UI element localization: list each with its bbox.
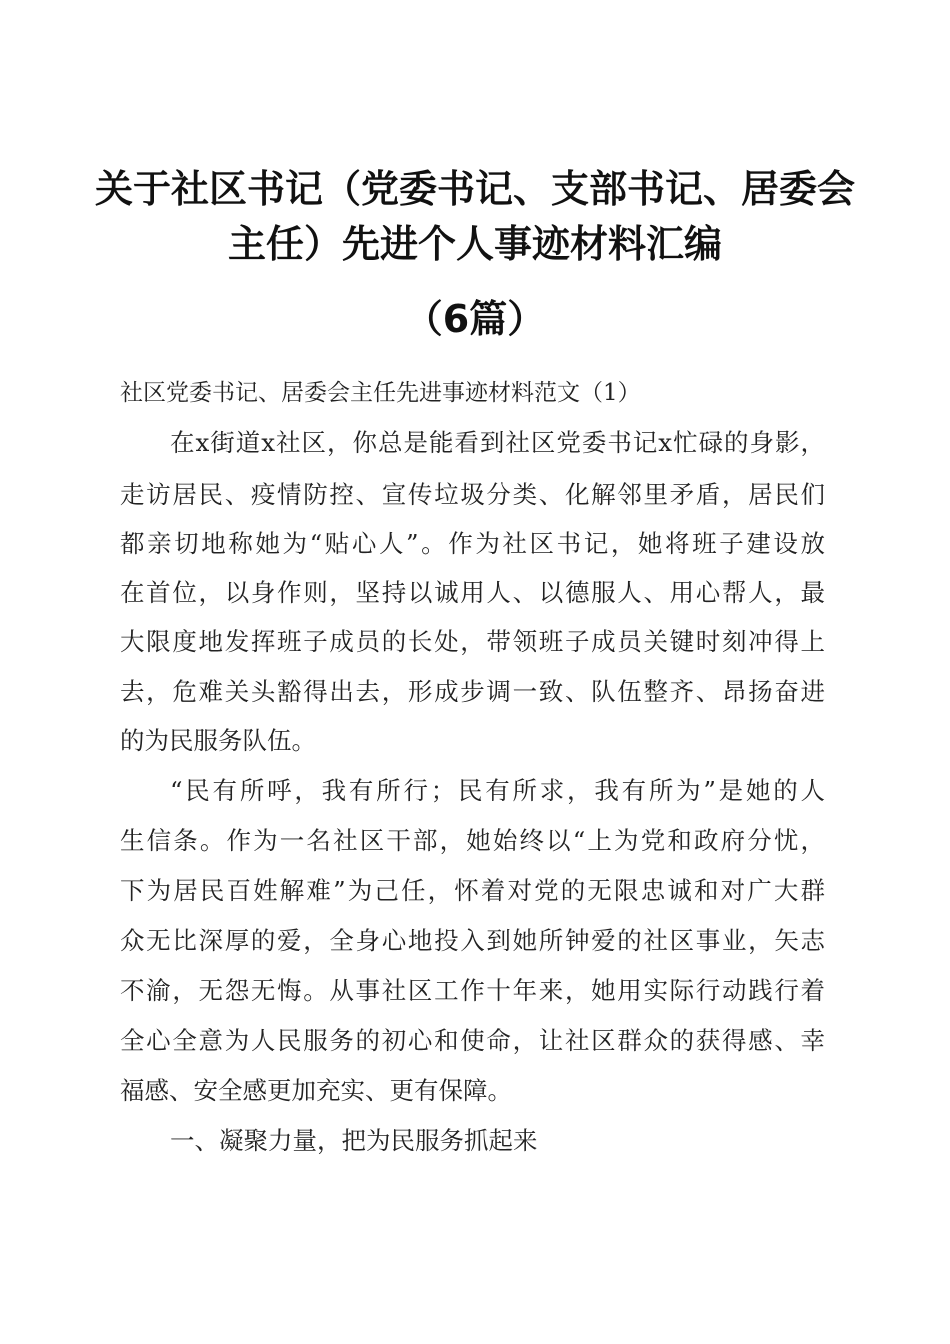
document-title-line-2: 主任）先进个人事迹材料汇编 <box>227 222 722 266</box>
paragraph-1-line: 在首位，以身作则，坚持以诚用人、以德服人、用心帮人，最 <box>120 578 825 607</box>
paragraph-1-line: 去，危难关头豁得出去，形成步调一致、队伍整齐、昂扬奋进 <box>120 677 825 706</box>
paragraph-1-line: 都亲切地称她为“贴心人”。作为社区书记，她将班子建设放 <box>120 529 825 558</box>
document-subtitle: （6篇） <box>404 297 546 341</box>
paragraph-2-line: 下为居民百姓解难”为己任，怀着对党的无限忠诚和对广大群 <box>120 876 825 905</box>
paragraph-2-line: 生信条。作为一名社区干部，她始终以“上为党和政府分忧， <box>120 826 825 855</box>
item-heading: 一、凝聚力量，把为民服务抓起来 <box>170 1126 538 1155</box>
document-title-line-1: 关于社区书记（党委书记、支部书记、居委会 <box>94 167 855 211</box>
paragraph-2-line: 全心全意为人民服务的初心和使命，让社区群众的获得感、幸 <box>120 1026 825 1055</box>
paragraph-1-line: 在x街道x社区，你总是能看到社区党委书记x忙碌的身影， <box>170 428 825 457</box>
paragraph-2-line: “民有所呼，我有所行；民有所求，我有所为”是她的人 <box>170 776 825 805</box>
section-heading: 社区党委书记、居委会主任先进事迹材料范文（1） <box>120 380 641 406</box>
paragraph-2-line: 福感、安全感更加充实、更有保障。 <box>120 1076 512 1105</box>
paragraph-1-line: 走访居民、疫情防控、宣传垃圾分类、化解邻里矛盾，居民们 <box>120 480 825 509</box>
paragraph-2-line: 不渝，无怨无悔。从事社区工作十年来，她用实际行动践行着 <box>120 976 825 1005</box>
paragraph-2-line: 众无比深厚的爱，全身心地投入到她所钟爱的社区事业，矢志 <box>120 926 825 955</box>
paragraph-1-line: 大限度地发挥班子成员的长处，带领班子成员关键时刻冲得上 <box>120 627 825 656</box>
paragraph-1-line: 的为民服务队伍。 <box>120 726 316 755</box>
